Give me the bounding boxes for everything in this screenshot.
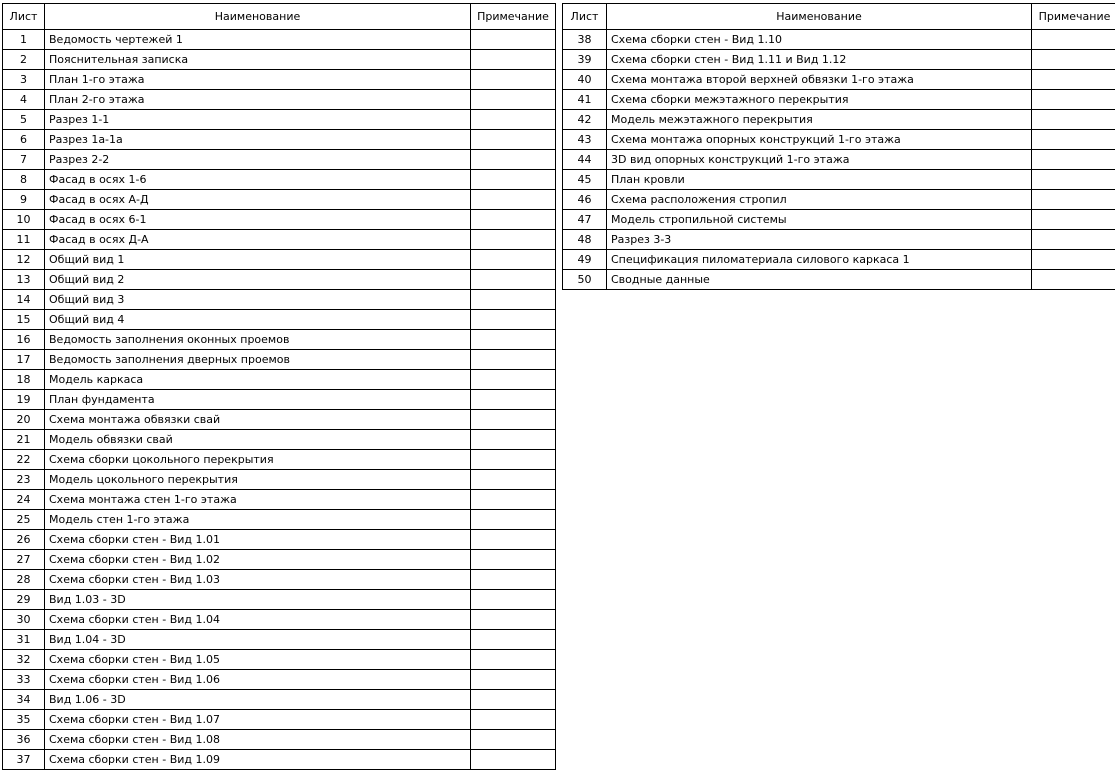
note-cell	[1032, 130, 1115, 150]
note-cell	[471, 590, 556, 610]
table-row	[563, 110, 1115, 130]
sheet-number-cell: 7	[3, 150, 45, 170]
table-row	[3, 130, 556, 150]
sheet-number-cell: 31	[3, 630, 45, 650]
table-row	[3, 170, 556, 190]
table-row	[3, 30, 556, 50]
sheet-number-cell: 47	[563, 210, 607, 230]
note-cell	[1032, 250, 1115, 270]
sheet-number-cell: 46	[563, 190, 607, 210]
sheet-name-cell: Ведомость заполнения оконных проемов	[45, 330, 471, 350]
sheet-name-cell: Схема монтажа обвязки свай	[45, 410, 471, 430]
note-cell	[1032, 90, 1115, 110]
table-row	[563, 190, 1115, 210]
drawing-list-table-right	[562, 3, 1115, 290]
table-row	[3, 50, 556, 70]
sheet-name-cell: Модель стропильной системы	[607, 210, 1032, 230]
sheet-name-cell: Фасад в осях 1-6	[45, 170, 471, 190]
note-cell	[1032, 110, 1115, 130]
note-column-header: Примечание	[471, 4, 556, 30]
sheet-number-cell: 40	[563, 70, 607, 90]
table-row	[3, 190, 556, 210]
sheet-column-header: Лист	[3, 4, 45, 30]
sheet-name-cell: Схема сборки стен - Вид 1.05	[45, 650, 471, 670]
note-column-header: Примечание	[1032, 4, 1115, 30]
note-cell	[471, 390, 556, 410]
table-row	[563, 230, 1115, 250]
note-cell	[471, 430, 556, 450]
sheet-number-cell: 48	[563, 230, 607, 250]
sheet-name-cell: Схема сборки стен - Вид 1.07	[45, 710, 471, 730]
sheet-number-cell: 24	[3, 490, 45, 510]
note-cell	[471, 530, 556, 550]
note-cell	[1032, 210, 1115, 230]
sheet-number-cell: 45	[563, 170, 607, 190]
note-cell	[471, 610, 556, 630]
sheet-name-cell: Схема монтажа стен 1-го этажа	[45, 490, 471, 510]
sheet-name-cell: Схема сборки стен - Вид 1.04	[45, 610, 471, 630]
table-row	[3, 670, 556, 690]
note-cell	[471, 90, 556, 110]
sheet-name-cell: План кровли	[607, 170, 1032, 190]
sheet-name-cell: Схема сборки стен - Вид 1.10	[607, 30, 1032, 50]
sheet-number-cell: 18	[3, 370, 45, 390]
sheet-name-cell: Модель межэтажного перекрытия	[607, 110, 1032, 130]
sheet-column-header: Лист	[563, 4, 607, 30]
sheet-name-cell: Фасад в осях А-Д	[45, 190, 471, 210]
sheet-number-cell: 22	[3, 450, 45, 470]
table-row	[3, 330, 556, 350]
note-cell	[1032, 190, 1115, 210]
note-cell	[471, 30, 556, 50]
table-row	[3, 530, 556, 550]
sheet-name-cell: 3D вид опорных конструкций 1-го этажа	[607, 150, 1032, 170]
sheet-name-cell: Модель каркаса	[45, 370, 471, 390]
table-row	[3, 570, 556, 590]
note-cell	[471, 750, 556, 770]
note-cell	[471, 630, 556, 650]
name-column-header: Наименование	[45, 4, 471, 30]
sheet-number-cell: 15	[3, 310, 45, 330]
sheet-name-cell: План 2-го этажа	[45, 90, 471, 110]
sheet-name-cell: Общий вид 4	[45, 310, 471, 330]
sheet-number-cell: 9	[3, 190, 45, 210]
sheet-name-cell: Общий вид 1	[45, 250, 471, 270]
sheet-number-cell: 19	[3, 390, 45, 410]
note-cell	[471, 130, 556, 150]
sheet-name-cell: Схема сборки стен - Вид 1.01	[45, 530, 471, 550]
sheet-number-cell: 25	[3, 510, 45, 530]
sheet-name-cell: Схема сборки межэтажного перекрытия	[607, 90, 1032, 110]
note-cell	[471, 250, 556, 270]
note-cell	[1032, 70, 1115, 90]
note-cell	[471, 410, 556, 430]
table-row	[3, 730, 556, 750]
sheet-number-cell: 4	[3, 90, 45, 110]
sheet-number-cell: 11	[3, 230, 45, 250]
note-cell	[471, 50, 556, 70]
table-row	[3, 650, 556, 670]
sheet-number-cell: 14	[3, 290, 45, 310]
sheet-name-cell: Модель обвязки свай	[45, 430, 471, 450]
note-cell	[471, 170, 556, 190]
sheet-number-cell: 26	[3, 530, 45, 550]
sheet-name-cell: Ведомость чертежей 1	[45, 30, 471, 50]
sheet-name-cell: Общий вид 3	[45, 290, 471, 310]
sheet-number-cell: 5	[3, 110, 45, 130]
table-row	[3, 90, 556, 110]
sheet-number-cell: 33	[3, 670, 45, 690]
sheet-number-cell: 28	[3, 570, 45, 590]
note-cell	[471, 450, 556, 470]
sheet-name-cell: Схема сборки стен - Вид 1.03	[45, 570, 471, 590]
sheet-number-cell: 17	[3, 350, 45, 370]
note-cell	[471, 730, 556, 750]
note-cell	[1032, 270, 1115, 290]
sheet-number-cell: 2	[3, 50, 45, 70]
sheet-name-cell: Пояснительная записка	[45, 50, 471, 70]
table-row	[563, 90, 1115, 110]
note-cell	[471, 110, 556, 130]
sheet-number-cell: 12	[3, 250, 45, 270]
table-row	[563, 210, 1115, 230]
header-row	[563, 4, 1115, 30]
sheet-name-cell: Схема сборки стен - Вид 1.11 и Вид 1.12	[607, 50, 1032, 70]
sheet-name-cell: Общий вид 2	[45, 270, 471, 290]
sheet-name-cell: План 1-го этажа	[45, 70, 471, 90]
note-cell	[471, 370, 556, 390]
table-row	[3, 210, 556, 230]
sheet-number-cell: 34	[3, 690, 45, 710]
note-cell	[471, 510, 556, 530]
sheet-number-cell: 1	[3, 30, 45, 50]
sheet-number-cell: 50	[563, 270, 607, 290]
sheet-name-cell: Схема монтажа второй верхней обвязки 1-го этажа	[607, 70, 1032, 90]
table-row	[563, 270, 1115, 290]
note-cell	[471, 190, 556, 210]
table-row	[563, 30, 1115, 50]
table-row	[3, 690, 556, 710]
sheet-name-cell: Вид 1.03 - 3D	[45, 590, 471, 610]
note-cell	[1032, 30, 1115, 50]
sheet-name-cell: Разрез 1-1	[45, 110, 471, 130]
note-cell	[1032, 150, 1115, 170]
sheet-number-cell: 43	[563, 130, 607, 150]
table-row	[3, 450, 556, 470]
sheet-name-cell: План фундамента	[45, 390, 471, 410]
table-row	[3, 370, 556, 390]
table-row	[563, 150, 1115, 170]
sheet-name-cell: Схема сборки цокольного перекрытия	[45, 450, 471, 470]
sheet-number-cell: 41	[563, 90, 607, 110]
table-row	[3, 390, 556, 410]
table-row	[3, 230, 556, 250]
sheet-number-cell: 20	[3, 410, 45, 430]
sheet-name-cell: Вид 1.04 - 3D	[45, 630, 471, 650]
table-row	[3, 310, 556, 330]
table-row	[3, 510, 556, 530]
sheet-number-cell: 30	[3, 610, 45, 630]
drawing-list-table-left	[2, 3, 556, 770]
note-cell	[471, 290, 556, 310]
sheet-name-cell: Вид 1.06 - 3D	[45, 690, 471, 710]
table-row	[563, 130, 1115, 150]
sheet-name-cell: Разрез 3-3	[607, 230, 1032, 250]
sheet-name-cell: Модель цокольного перекрытия	[45, 470, 471, 490]
table-row	[3, 250, 556, 270]
note-cell	[471, 310, 556, 330]
sheet-name-cell: Схема расположения стропил	[607, 190, 1032, 210]
sheet-number-cell: 37	[3, 750, 45, 770]
sheet-number-cell: 49	[563, 250, 607, 270]
table-row	[3, 150, 556, 170]
sheet-name-cell: Фасад в осях Д-А	[45, 230, 471, 250]
sheet-number-cell: 13	[3, 270, 45, 290]
note-cell	[471, 210, 556, 230]
note-cell	[471, 230, 556, 250]
name-column-header: Наименование	[607, 4, 1032, 30]
sheet-number-cell: 3	[3, 70, 45, 90]
sheet-name-cell: Разрез 2-2	[45, 150, 471, 170]
note-cell	[1032, 50, 1115, 70]
note-cell	[471, 350, 556, 370]
sheet-number-cell: 8	[3, 170, 45, 190]
sheet-number-cell: 29	[3, 590, 45, 610]
note-cell	[471, 570, 556, 590]
sheet-name-cell: Схема сборки стен - Вид 1.02	[45, 550, 471, 570]
note-cell	[471, 470, 556, 490]
table-row	[3, 350, 556, 370]
note-cell	[471, 330, 556, 350]
note-cell	[1032, 230, 1115, 250]
note-cell	[471, 490, 556, 510]
sheet-number-cell: 6	[3, 130, 45, 150]
note-cell	[471, 550, 556, 570]
note-cell	[471, 150, 556, 170]
note-cell	[471, 710, 556, 730]
sheet-number-cell: 32	[3, 650, 45, 670]
sheet-name-cell: Спецификация пиломатериала силового каркаса 1	[607, 250, 1032, 270]
sheet-number-cell: 36	[3, 730, 45, 750]
sheet-number-cell: 44	[563, 150, 607, 170]
sheet-number-cell: 27	[3, 550, 45, 570]
note-cell	[471, 70, 556, 90]
table-row	[3, 430, 556, 450]
sheet-number-cell: 16	[3, 330, 45, 350]
table-row	[3, 750, 556, 770]
note-cell	[471, 690, 556, 710]
note-cell	[1032, 170, 1115, 190]
table-row	[563, 50, 1115, 70]
note-cell	[471, 670, 556, 690]
table-row	[3, 630, 556, 650]
table-row	[3, 550, 556, 570]
sheet-name-cell: Схема сборки стен - Вид 1.08	[45, 730, 471, 750]
sheet-number-cell: 21	[3, 430, 45, 450]
sheet-name-cell: Схема сборки стен - Вид 1.09	[45, 750, 471, 770]
table-row	[3, 110, 556, 130]
header-row	[3, 4, 556, 30]
sheet-name-cell: Схема сборки стен - Вид 1.06	[45, 670, 471, 690]
sheet-name-cell: Разрез 1а-1а	[45, 130, 471, 150]
table-row	[3, 490, 556, 510]
sheet-name-cell: Ведомость заполнения дверных проемов	[45, 350, 471, 370]
table-row	[563, 170, 1115, 190]
sheet-number-cell: 23	[3, 470, 45, 490]
sheet-number-cell: 42	[563, 110, 607, 130]
table-row	[3, 590, 556, 610]
table-row	[563, 70, 1115, 90]
table-row	[3, 710, 556, 730]
sheet-name-cell: Фасад в осях 6-1	[45, 210, 471, 230]
table-row	[3, 270, 556, 290]
sheet-number-cell: 38	[563, 30, 607, 50]
note-cell	[471, 650, 556, 670]
note-cell	[471, 270, 556, 290]
table-row	[3, 610, 556, 630]
table-row	[3, 470, 556, 490]
table-row	[3, 410, 556, 430]
sheet-name-cell: Модель стен 1-го этажа	[45, 510, 471, 530]
sheet-name-cell: Схема монтажа опорных конструкций 1-го этажа	[607, 130, 1032, 150]
table-row	[563, 250, 1115, 270]
sheet-number-cell: 35	[3, 710, 45, 730]
sheet-number-cell: 39	[563, 50, 607, 70]
sheet-number-cell: 10	[3, 210, 45, 230]
sheet-name-cell: Сводные данные	[607, 270, 1032, 290]
table-row	[3, 290, 556, 310]
table-row	[3, 70, 556, 90]
